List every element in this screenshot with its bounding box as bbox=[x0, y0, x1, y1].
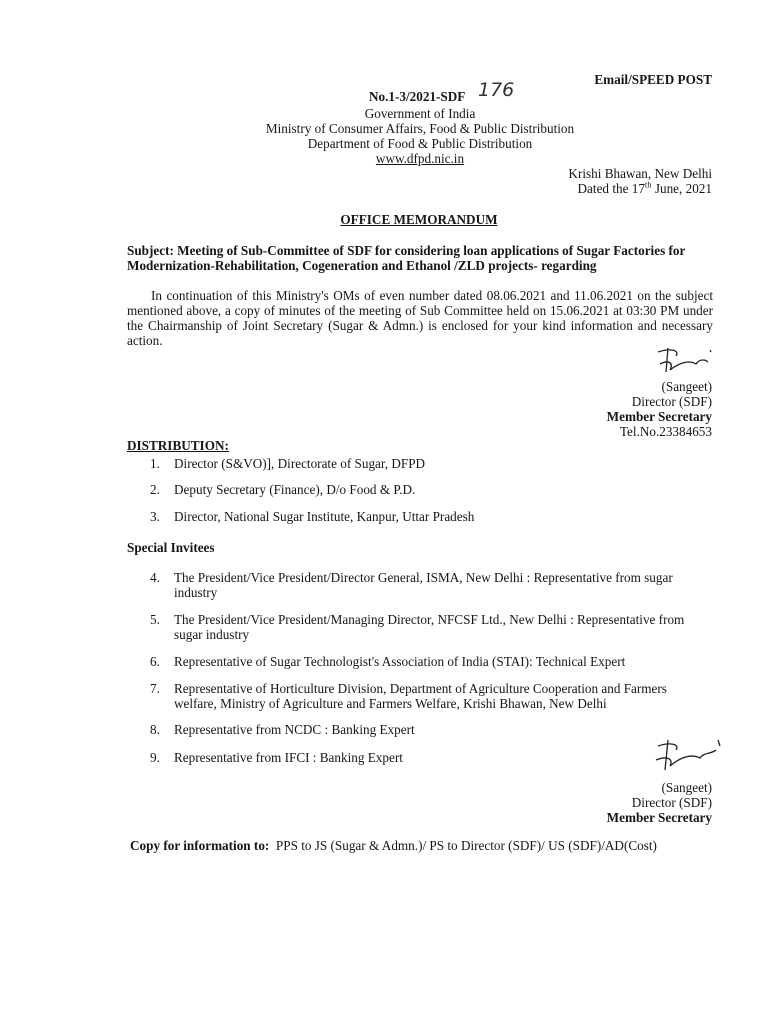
invitee-item-number: 4. bbox=[150, 570, 160, 585]
body-paragraph: In continuation of this Ministry's OMs of even number dated 08.06.2021 and 11.06.2021 on the subject mentioned above, a copy of minutes of the meeting of Sub Committee held on 15.06.2021 at 03:30 PM under the Chairmanship of Joint Secretary (Sugar & Admn.) is enclosed for your kind information and necessary action. bbox=[127, 288, 713, 348]
invitee-item: Representative from NCDC : Banking Expert bbox=[174, 722, 415, 737]
file-number: No.1-3/2021-SDF bbox=[369, 89, 466, 104]
subject bbox=[127, 243, 727, 273]
org-government: Government of India bbox=[364, 106, 476, 121]
signature-block-1 bbox=[607, 379, 712, 439]
signatory-designation: Director (SDF) bbox=[631, 795, 712, 810]
invitee-item-number: 6. bbox=[150, 654, 160, 669]
copy-to-label: Copy for information to: bbox=[130, 838, 270, 853]
signatory-designation: Director (SDF) bbox=[631, 394, 712, 409]
distribution-item-number: 2. bbox=[150, 482, 160, 497]
distribution-item-number: 3. bbox=[150, 509, 160, 524]
date: Dated the 17th June, 2021 bbox=[577, 179, 712, 196]
distribution-item: Director (S&VO)], Directorate of Sugar, DFPD bbox=[174, 456, 426, 471]
invitee-item-number: 8. bbox=[150, 722, 160, 737]
signature-2 bbox=[648, 734, 728, 778]
org-department: Department of Food & Public Distribution bbox=[307, 136, 533, 151]
invitee-item-number: 9. bbox=[150, 750, 160, 765]
issuing-organization bbox=[250, 106, 590, 166]
place-date-block bbox=[568, 166, 712, 196]
invitee-item-number: 5. bbox=[150, 612, 160, 627]
invitee-item: Representative of Horticulture Division, Department of Agriculture Cooperation and Farmers welfare, Ministry of Agriculture and Farmers Welfare, Krishi Bhawan, New Delhi bbox=[174, 681, 667, 711]
signature-1 bbox=[650, 342, 720, 382]
copy-for-information bbox=[130, 838, 730, 853]
dispatch-mode: Email/SPEED POST bbox=[594, 72, 712, 87]
invitee-item: The President/Vice President/Managing Director, NFCSF Ltd., New Delhi : Representative from sugar industry bbox=[174, 612, 685, 642]
website-link[interactable]: www.dfpd.nic.in bbox=[375, 151, 465, 166]
handwritten-file-number: 176 bbox=[478, 79, 515, 101]
distribution-item-number: 1. bbox=[150, 456, 160, 471]
invitee-item: Representative from IFCI : Banking Expert bbox=[174, 750, 403, 765]
signatory-name: (Sangeet) bbox=[661, 780, 712, 795]
signatory-role: Member Secretary bbox=[606, 810, 712, 825]
subject-line-2: Modernization-Rehabilitation, Cogeneration and Ethanol /ZLD projects- regarding bbox=[127, 258, 597, 273]
place: Krishi Bhawan, New Delhi bbox=[568, 166, 712, 181]
signatory-name: (Sangeet) bbox=[661, 379, 712, 394]
distribution-item: Deputy Secretary (Finance), D/o Food & P.D. bbox=[174, 482, 416, 497]
invitee-item: Representative of Sugar Technologist's Association of India (STAI): Technical Expert bbox=[174, 654, 626, 669]
distribution-heading: DISTRIBUTION: bbox=[127, 438, 229, 453]
signatory-phone: Tel.No.23384653 bbox=[619, 424, 712, 439]
distribution-item: Director, National Sugar Institute, Kanpur, Uttar Pradesh bbox=[174, 509, 475, 524]
subject-line-1: Subject: Meeting of Sub-Committee of SDF for considering loan applications of Sugar Factories for bbox=[127, 243, 686, 258]
signatory-role: Member Secretary bbox=[606, 409, 712, 424]
signature-block-2 bbox=[607, 780, 712, 825]
invitee-item: The President/Vice President/Director General, ISMA, New Delhi : Representative from sugar industry bbox=[174, 570, 673, 600]
org-ministry: Ministry of Consumer Affairs, Food & Public Distribution bbox=[265, 121, 575, 136]
copy-to-recipients: PPS to JS (Sugar & Admn.)/ PS to Director (SDF)/ US (SDF)/AD(Cost) bbox=[275, 838, 657, 853]
special-invitees-heading: Special Invitees bbox=[127, 540, 215, 555]
memo-title: OFFICE MEMORANDUM bbox=[340, 212, 498, 227]
invitee-item-number: 7. bbox=[150, 681, 160, 696]
